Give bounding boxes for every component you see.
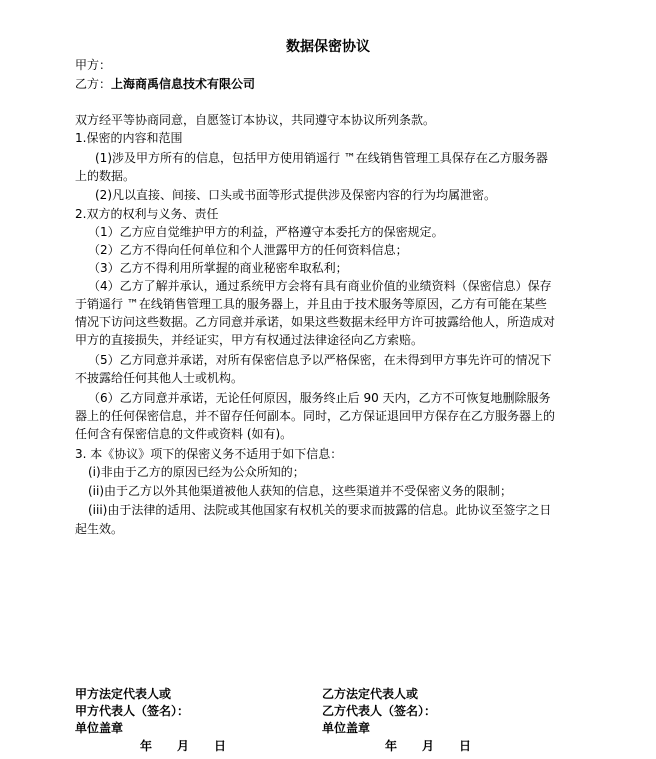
section-2-item-4-line-4: 甲方的直接损失，并经证实，甲方有权通过法律途径向乙方索赔。 [75, 333, 424, 347]
party-b-seal: 单位盖章 [322, 721, 371, 735]
section-2-item-4-line-2: 于销遥行 ™在线销售管理工具的服务器上，并且由于技术服务等原因，乙方有可能在某些 [75, 297, 547, 311]
party-b-date-year: 年 [385, 739, 398, 753]
party-a-date-year: 年 [140, 739, 153, 753]
party-a-representative: 甲方法定代表人或 [75, 687, 172, 701]
section-3-heading: 3. 本《协议》项下的保密义务不适用于如下信息： [75, 447, 343, 461]
section-3-item-2: (ii)由于乙方以外其他渠道被他人获知的信息，这些渠道并不受保密义务的限制； [88, 484, 513, 498]
party-b-date-month: 月 [422, 739, 435, 753]
section-2-item-2: （2）乙方不得向任何单位和个人泄露甲方的任何资料信息； [88, 243, 408, 257]
section-3-item-3-line-2: 起生效。 [75, 522, 124, 536]
section-3-item-1: (i)非由于乙方的原因已经为公众所知的； [88, 465, 305, 479]
preamble: 双方经平等协商同意，自愿签订本协议，共同遵守本协议所列条款。 [75, 113, 436, 127]
section-2-item-1: （1）乙方应自觉维护甲方的利益，严格遵守本委托方的保密规定。 [88, 225, 444, 239]
section-2-item-6-line-3: 任何含有保密信息的文件或资料 (如有)。 [75, 427, 293, 441]
party-b-line [75, 76, 585, 92]
section-1-item-2: (2)凡以直接、间接、口头或书面等形式提供涉及保密内容的行为均属泄密。 [95, 188, 497, 202]
party-a-date-day: 日 [214, 739, 227, 753]
party-b-name: 上海商禹信息技术有限公司 [111, 77, 256, 91]
section-2-item-4-line-1: （4）乙方了解并承认，通过系统甲方会将有具有商业价值的业绩资料（保密信息）保存 [88, 279, 552, 293]
party-a-signature-label: 甲方代表人（签名）： [75, 704, 190, 718]
section-2-heading: 2.双方的权利与义务、责任 [75, 207, 219, 221]
party-a-label: 甲方： [75, 58, 112, 72]
section-2-item-3: （3）乙方不得利用所掌握的商业秘密牟取私利； [88, 261, 348, 275]
section-2-item-6-line-2: 器上的任何保密信息，并不留存任何副本。同时，乙方保证退回甲方保存在乙方服务器上的 [75, 409, 556, 423]
section-1-item-1-line-2: 上的数据。 [75, 169, 136, 183]
section-1-heading: 1.保密的内容和范围 [75, 131, 183, 145]
section-1-item-1-line-1: (1)涉及甲方所有的信息，包括甲方使用销遥行 ™在线销售管理工具保存在乙方服务器 [95, 151, 548, 165]
party-b-signature-label: 乙方代表人（签名）： [322, 704, 437, 718]
document-title: 数据保密协议 [286, 39, 370, 55]
party-a-date-month: 月 [177, 739, 190, 753]
party-b-representative: 乙方法定代表人或 [322, 687, 419, 701]
party-a-line [75, 57, 585, 73]
party-b-label: 乙方： [75, 77, 112, 91]
section-2-item-6-line-1: （6）乙方同意并承诺，无论任何原因，服务终止后 90 天内，乙方不可恢复地删除服务 [88, 391, 551, 405]
party-a-seal: 单位盖章 [75, 721, 124, 735]
section-2-item-4-line-3: 情况下访问这些数据。乙方同意并承诺，如果这些数据未经甲方许可披露给他人，所造成对 [75, 315, 556, 329]
party-b-date-day: 日 [459, 739, 472, 753]
section-3-item-3-line-1: (iii)由于法律的适用、法院或其他国家有权机关的要求而披露的信息。此协议至签字之日 [88, 503, 552, 517]
section-2-item-5-line-1: （5）乙方同意并承诺，对所有保密信息予以严格保密，在未得到甲方事先许可的情况下 [88, 353, 552, 367]
section-2-item-5-line-2: 不披露给任何其他人士或机构。 [75, 371, 244, 385]
